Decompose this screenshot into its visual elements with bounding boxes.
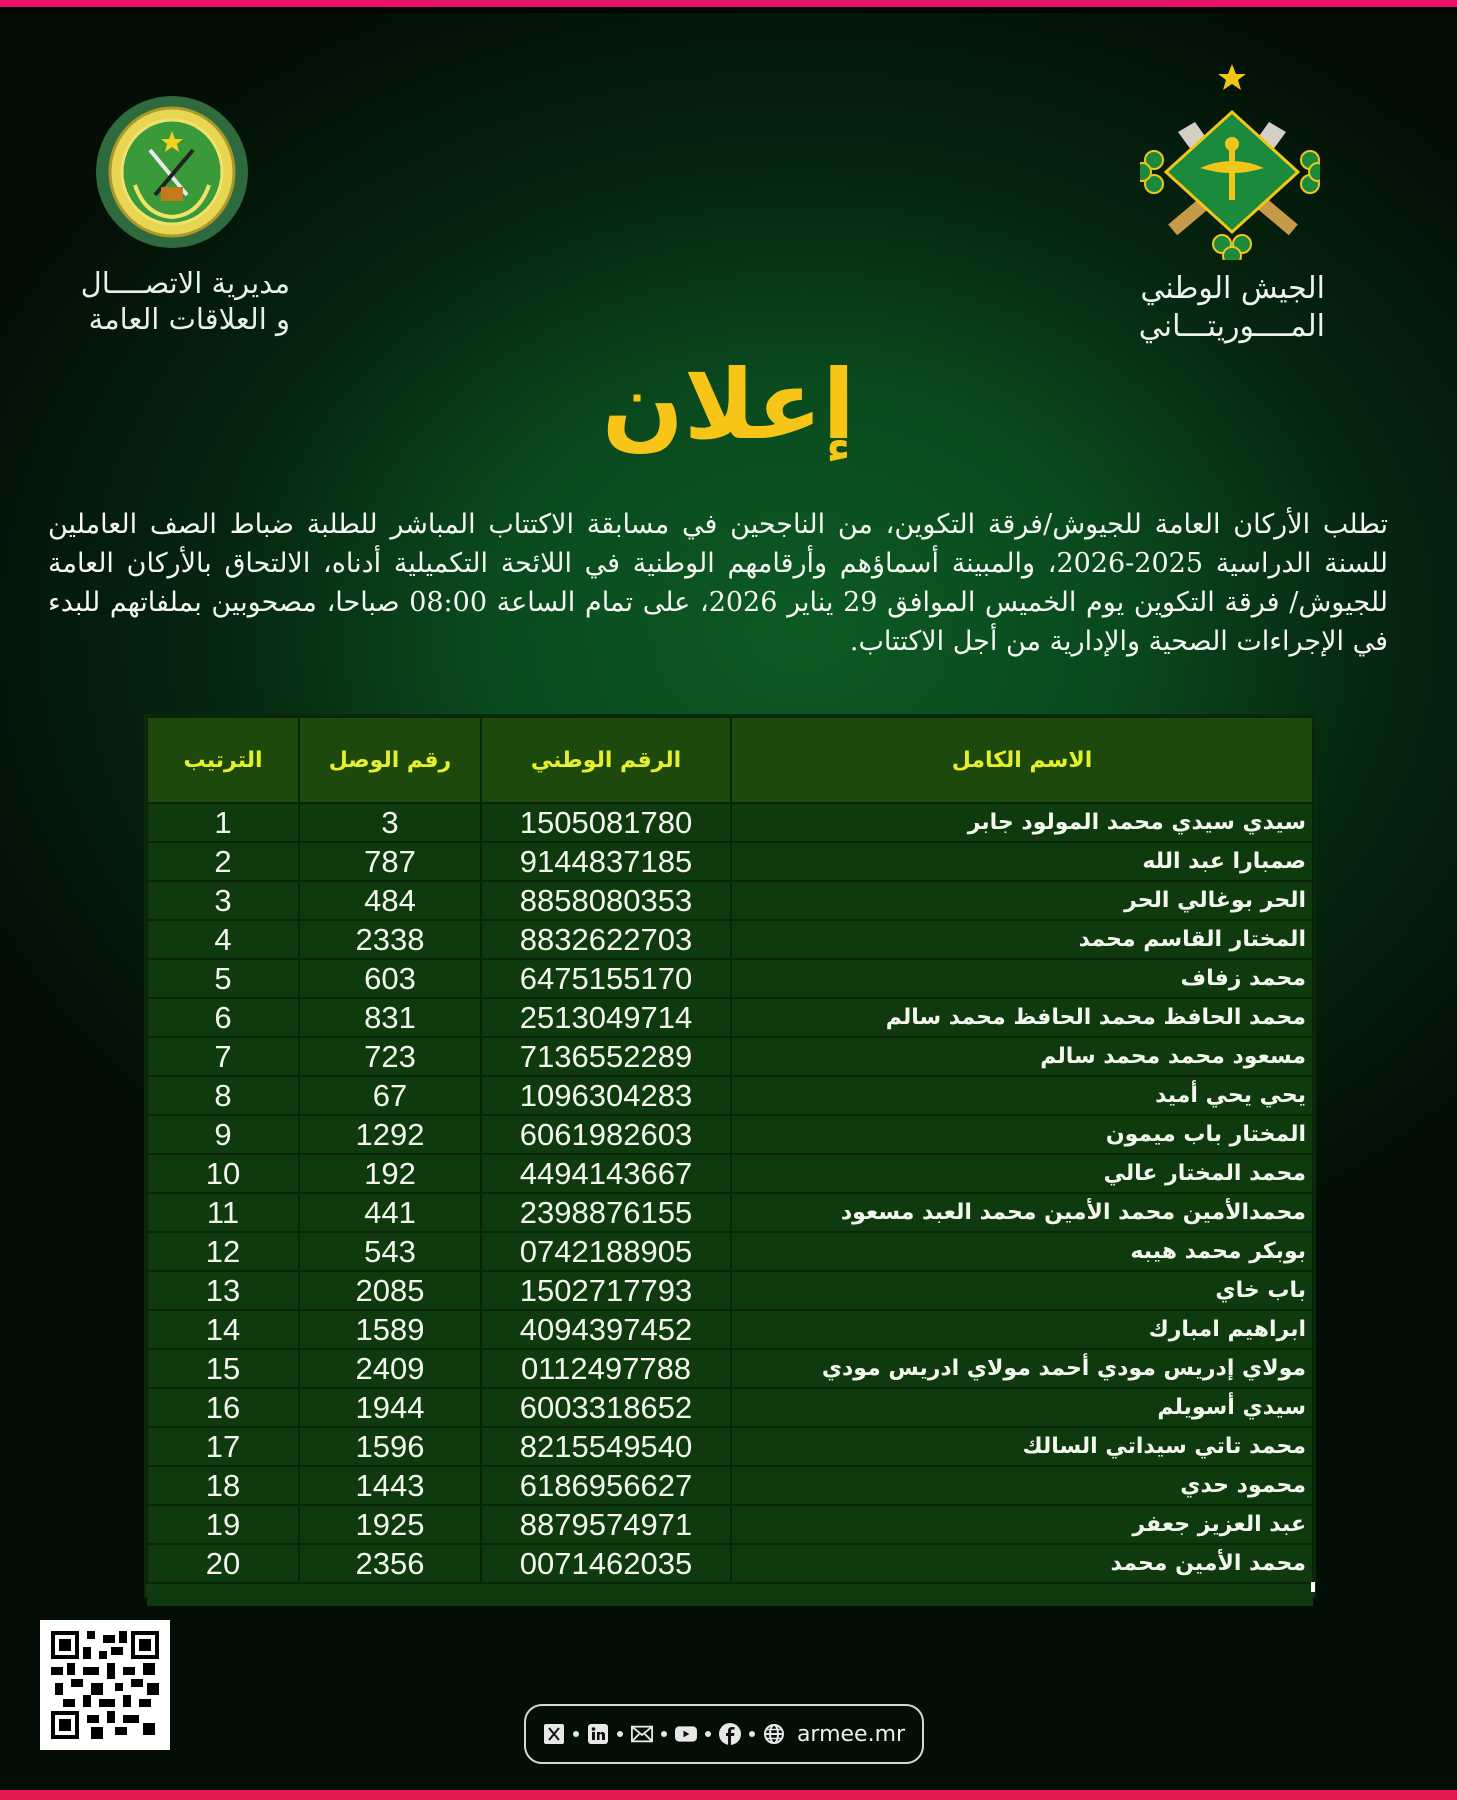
qr-code-icon[interactable] <box>40 1620 170 1750</box>
empty-cell <box>731 1583 1313 1606</box>
army-emblem-icon <box>1140 60 1320 260</box>
cell-rank: 10 <box>147 1154 299 1193</box>
cell-national-id: 2513049714 <box>481 998 731 1037</box>
cell-name: بوبكر محمد هيبه <box>731 1232 1313 1271</box>
top-accent-bar <box>0 0 1457 7</box>
cell-name: يحي يحي أميد <box>731 1076 1313 1115</box>
cell-receipt: 3 <box>299 803 481 842</box>
army-title-line1: الجيش الوطني <box>1140 271 1325 306</box>
facebook-icon[interactable] <box>719 1723 741 1745</box>
cell-receipt: 67 <box>299 1076 481 1115</box>
x-icon[interactable] <box>543 1723 565 1745</box>
cell-national-id: 9144837185 <box>481 842 731 881</box>
directorate-seal-icon <box>95 95 250 250</box>
cell-receipt: 603 <box>299 959 481 998</box>
cell-name: محمد الحافظ محمد الحافظ محمد سالم <box>731 998 1313 1037</box>
cell-name: سيدي أسويلم <box>731 1388 1313 1427</box>
cell-national-id: 6186956627 <box>481 1466 731 1505</box>
table-row <box>147 920 1313 959</box>
cell-rank: 16 <box>147 1388 299 1427</box>
social-links-bar <box>524 1704 924 1764</box>
column-header-rank: الترتيب <box>147 717 299 803</box>
cell-national-id: 0742188905 <box>481 1232 731 1271</box>
cell-rank: 19 <box>147 1505 299 1544</box>
cell-receipt: 1925 <box>299 1505 481 1544</box>
cell-name: المختار القاسم محمد <box>731 920 1313 959</box>
cell-receipt: 831 <box>299 998 481 1037</box>
table-row <box>147 959 1313 998</box>
cell-national-id: 8215549540 <box>481 1427 731 1466</box>
cell-national-id: 1502717793 <box>481 1271 731 1310</box>
column-header-receipt: رقم الوصل <box>299 717 481 803</box>
cell-name: سيدي سيدي محمد المولود جابر <box>731 803 1313 842</box>
cell-name: محمد تاتي سيداتي السالك <box>731 1427 1313 1466</box>
cell-rank: 8 <box>147 1076 299 1115</box>
cell-national-id: 8879574971 <box>481 1505 731 1544</box>
cell-rank: 13 <box>147 1271 299 1310</box>
globe-icon[interactable] <box>763 1723 785 1745</box>
cell-name: محمد زفاف <box>731 959 1313 998</box>
empty-cell <box>481 1583 731 1606</box>
directorate-title <box>55 265 290 337</box>
cell-name: باب خاي <box>731 1271 1313 1310</box>
cell-national-id: 4494143667 <box>481 1154 731 1193</box>
table-row <box>147 998 1313 1037</box>
cell-receipt: 2356 <box>299 1544 481 1583</box>
cell-receipt: 484 <box>299 881 481 920</box>
cell-national-id: 4094397452 <box>481 1310 731 1349</box>
table-body <box>147 803 1313 1606</box>
cell-receipt: 787 <box>299 842 481 881</box>
table-corner-mark <box>1311 1582 1315 1592</box>
table-row <box>147 842 1313 881</box>
table-row <box>147 1271 1313 1310</box>
cell-name: الحر بوغالي الحر <box>731 881 1313 920</box>
cell-rank: 11 <box>147 1193 299 1232</box>
cell-receipt: 1596 <box>299 1427 481 1466</box>
announcement-headline: إعلان <box>601 349 856 461</box>
empty-cell <box>147 1583 299 1606</box>
roster-table <box>146 716 1314 1606</box>
separator-dot <box>617 1731 623 1737</box>
cell-name: محمود حدي <box>731 1466 1313 1505</box>
table-row <box>147 1154 1313 1193</box>
separator-dot <box>573 1731 579 1737</box>
cell-name: مولاي إدريس مودي أحمد مولاي ادريس مودي <box>731 1349 1313 1388</box>
separator-dot <box>661 1731 667 1737</box>
announcement-body: تطلب الأركان العامة للجيوش/فرقة التكوين، من الناجحين في مسابقة الاكتتاب المباشر للطلبة ضباط الصف العاملين للسنة الدراسية 2025-2026، والمبينة أسماؤهم وأرقامهم الوطنية في اللائحة التكميلية أدناه، الالتحاق بالأركان العامة للجيوش/ فرقة التكوين يوم الخميس الموافق 29 يناير 2026، على تمام الساعة 08:00 صباحا، مصحوبين بملفاتهم للبدء في الإجراءات الصحية والإدارية من أجل الاكتتاب. <box>48 509 1388 657</box>
cell-name: المختار باب ميمون <box>731 1115 1313 1154</box>
table-row <box>147 1310 1313 1349</box>
army-title-line2: المــــوريتـــاني <box>1138 309 1325 344</box>
cell-rank: 9 <box>147 1115 299 1154</box>
cell-receipt: 2409 <box>299 1349 481 1388</box>
cell-national-id: 1505081780 <box>481 803 731 842</box>
linkedin-icon[interactable] <box>587 1723 609 1745</box>
cell-rank: 15 <box>147 1349 299 1388</box>
table-row <box>147 1466 1313 1505</box>
army-title <box>1120 270 1325 346</box>
bottom-accent-bar <box>0 1790 1457 1800</box>
cell-receipt: 1944 <box>299 1388 481 1427</box>
cell-national-id: 2398876155 <box>481 1193 731 1232</box>
cell-national-id: 1096304283 <box>481 1076 731 1115</box>
cell-rank: 14 <box>147 1310 299 1349</box>
cell-rank: 2 <box>147 842 299 881</box>
cell-national-id: 6475155170 <box>481 959 731 998</box>
cell-name: مسعود محمد محمد سالم <box>731 1037 1313 1076</box>
directorate-title-line2: و العلاقات العامة <box>88 302 290 336</box>
cell-national-id: 0112497788 <box>481 1349 731 1388</box>
cell-rank: 6 <box>147 998 299 1037</box>
cell-rank: 4 <box>147 920 299 959</box>
cell-national-id: 8858080353 <box>481 881 731 920</box>
table-row <box>147 1076 1313 1115</box>
cell-rank: 18 <box>147 1466 299 1505</box>
cell-receipt: 192 <box>299 1154 481 1193</box>
cell-national-id: 8832622703 <box>481 920 731 959</box>
separator-dot <box>749 1731 755 1737</box>
cell-receipt: 543 <box>299 1232 481 1271</box>
cell-receipt: 441 <box>299 1193 481 1232</box>
table-row <box>147 1037 1313 1076</box>
table-row <box>147 1544 1313 1583</box>
youtube-icon[interactable] <box>675 1723 697 1745</box>
cell-rank: 17 <box>147 1427 299 1466</box>
separator-dot <box>705 1731 711 1737</box>
cell-rank: 20 <box>147 1544 299 1583</box>
cell-rank: 1 <box>147 803 299 842</box>
cell-rank: 3 <box>147 881 299 920</box>
table-row <box>147 881 1313 920</box>
cell-rank: 12 <box>147 1232 299 1271</box>
table-row <box>147 1388 1313 1427</box>
cell-receipt: 2085 <box>299 1271 481 1310</box>
top-dark-line <box>0 7 1457 13</box>
cell-name: محمد الأمين محمد <box>731 1544 1313 1583</box>
table-row <box>147 1349 1313 1388</box>
cell-name: عبد العزيز جعفر <box>731 1505 1313 1544</box>
cell-national-id: 6003318652 <box>481 1388 731 1427</box>
cell-receipt: 1292 <box>299 1115 481 1154</box>
empty-cell <box>299 1583 481 1606</box>
cell-national-id: 6061982603 <box>481 1115 731 1154</box>
cell-rank: 5 <box>147 959 299 998</box>
cell-name: محمد المختار عالي <box>731 1154 1313 1193</box>
table-row <box>147 803 1313 842</box>
column-header-name: الاسم الكامل <box>731 717 1313 803</box>
table-row <box>147 1115 1313 1154</box>
candidates-table <box>144 714 1316 1598</box>
directorate-title-line1: مديرية الاتصــــال <box>80 266 290 300</box>
table-row <box>147 1193 1313 1232</box>
cell-national-id: 0071462035 <box>481 1544 731 1583</box>
cell-name: صمبارا عبد الله <box>731 842 1313 881</box>
cell-name: ابراهيم امبارك <box>731 1310 1313 1349</box>
cell-national-id: 7136552289 <box>481 1037 731 1076</box>
cell-name: محمدالأمين محمد الأمين محمد العبد مسعود <box>731 1193 1313 1232</box>
table-row <box>147 1232 1313 1271</box>
cell-receipt: 1443 <box>299 1466 481 1505</box>
cell-receipt: 723 <box>299 1037 481 1076</box>
table-header-row <box>147 717 1313 803</box>
table-row <box>147 1505 1313 1544</box>
cell-receipt: 1589 <box>299 1310 481 1349</box>
cell-rank: 7 <box>147 1037 299 1076</box>
column-header-national-id: الرقم الوطني <box>481 717 731 803</box>
mail-icon[interactable] <box>631 1723 653 1745</box>
cell-receipt: 2338 <box>299 920 481 959</box>
table-row <box>147 1427 1313 1466</box>
website-link[interactable]: armee.mr <box>796 1721 906 1747</box>
table-footer-spacer <box>147 1583 1313 1606</box>
